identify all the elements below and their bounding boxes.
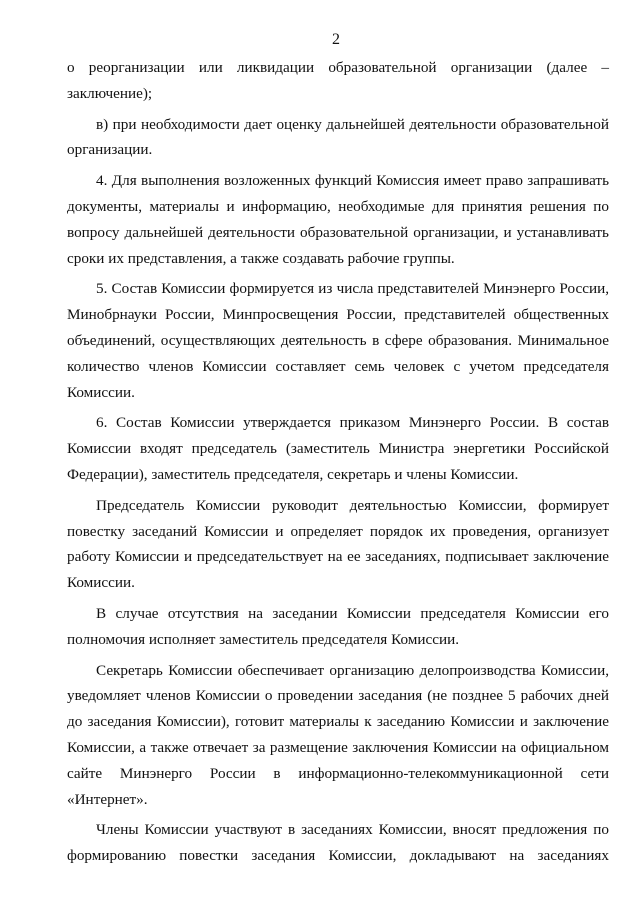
paragraph-secretary: Секретарь Комиссии обеспечивает организацию делопроизводства Комиссии, уведомляет членов Комиссии о проведении заседания (не позднее 5 рабочих дней до заседания Комиссии), готовит материалы к заседанию Комиссии и заключение Комиссии, а также отвечает за размещение заключения Комиссии на официальном сайте Минэнерго России в информационно-телекоммуникационной сети «Интернет». [67,661,609,808]
paragraph-absence: В случае отсутствия на заседании Комиссии председателя Комиссии его полномочия исполняет заместитель председателя Комиссии. [67,604,609,648]
document-body [67,55,609,869]
paragraph-item-v: в) при необходимости дает оценку дальнейшей деятельности образовательной организации. [67,115,609,159]
paragraph-1-continuation: заключение); [67,84,153,102]
paragraph-5: 5. Состав Комиссии формируется из числа представителей Минэнерго России, Минобрнауки России, Минпросвещения России, представителей общественных объединений, осуществляющих деятельность в сфере образования. Минимальное количество членов Комиссии составляет семь человек с учетом председателя Комиссии. [67,280,609,401]
page-number: 2 [332,31,340,48]
paragraph-4: 4. Для выполнения возложенных функций Комиссия имеет право запрашивать документы, материалы и информацию, необходимые для принятия решения по вопросу дальнейшей деятельности образовательной организации, и устанавливать сроки их представления, а также создавать рабочие группы. [67,172,609,267]
paragraph-6: 6. Состав Комиссии утверждается приказом Минэнерго России. В состав Комиссии входят председатель (заместитель Министра энергетики Российской Федерации), заместитель председателя, секретарь и члены Комиссии. [67,414,609,483]
paragraph-members: Члены Комиссии участвуют в заседаниях Комиссии, вносят предложения по формированию повестки заседания Комиссии, докладывают на заседаниях [67,821,609,865]
paragraph-1-first-line: о реорганизации или ликвидации образовательной организации (далее – [67,59,609,76]
paragraph-chairman: Председатель Комиссии руководит деятельностью Комиссии, формирует повестку заседаний Комиссии и определяет порядок их проведения, организует работу Комиссии и председательствует на ее заседаниях, подписывает заключение Комиссии. [67,496,609,592]
